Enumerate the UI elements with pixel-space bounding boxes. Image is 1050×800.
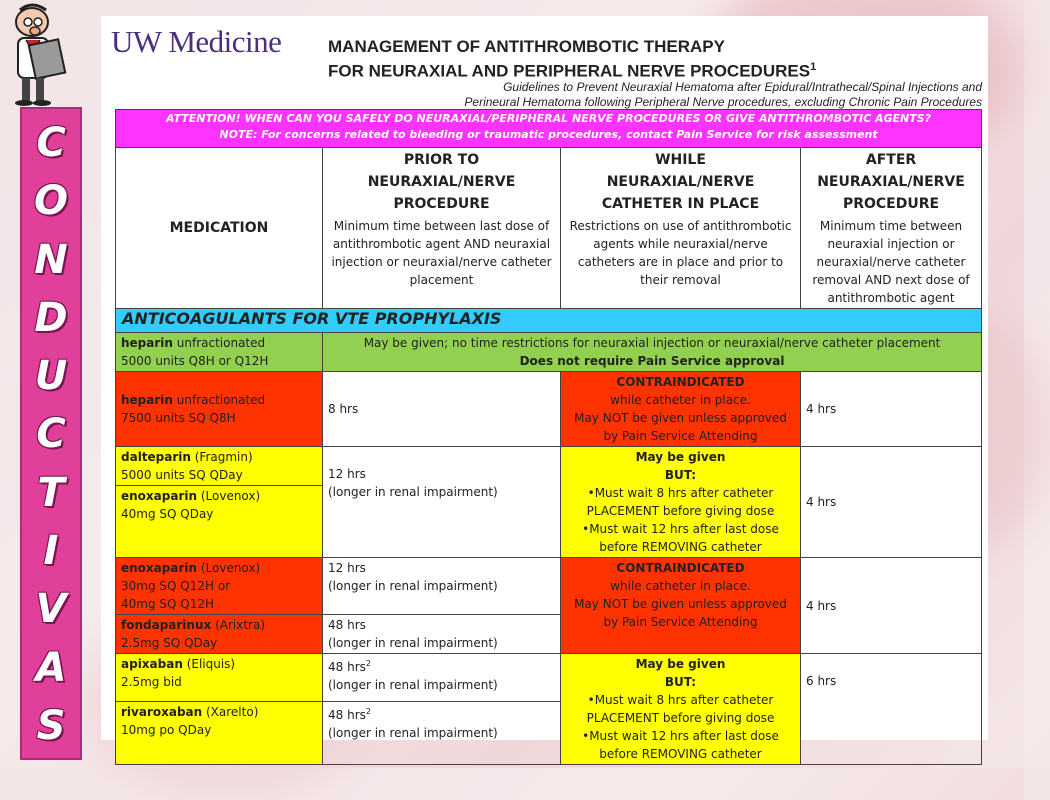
table-row — [116, 654, 982, 702]
drug-cell: apixaban (Eliquis) 2.5mg bid — [116, 654, 323, 702]
side-letter: C — [36, 411, 66, 458]
after-cell: 4 hrs — [801, 372, 982, 447]
prior-cell: 12 hrs (longer in renal impairment) — [323, 558, 561, 615]
drug-cell: rivaroxaban (Xarelto) 10mg po QDay — [116, 702, 323, 765]
prior-cell: 8 hrs — [323, 372, 561, 447]
after-cell: 6 hrs — [801, 654, 982, 765]
drug-cell: heparin unfractionated 5000 units Q8H or Q12H — [116, 333, 323, 372]
prior-cell: 12 hrs (longer in renal impairment) — [323, 447, 561, 558]
mascot-reader-icon — [2, 0, 86, 106]
document-subtitle: Guidelines to Prevent Neuraxial Hematoma after Epidural/Intrathecal/Spinal Injections and Perineural Hematoma following Peripheral Nerve procedures, excluding Chronic Pain Procedures — [464, 80, 982, 109]
side-letter: V — [35, 586, 67, 633]
note-cell: May be given; no time restrictions for neuraxial injection or neuraxial/nerve catheter placement Does not require Pain Service approval — [323, 333, 982, 372]
drug-cell: fondaparinux (Arixtra) 2.5mg SQ QDay — [116, 615, 323, 654]
uw-medicine-logo: UW Medicine — [111, 24, 282, 59]
attention-row — [116, 110, 982, 148]
drug-cell: enoxaparin (Lovenox) 40mg SQ QDay — [116, 486, 323, 558]
attention-line-1: ATTENTION! WHEN CAN YOU SAFELY DO NEURAXIAL/PERIPHERAL NERVE PROCEDURES OR GIVE ANTITHROMBOTIC AGENTS? — [166, 112, 932, 125]
section-title: ANTICOAGULANTS FOR VTE PROPHYLAXIS — [116, 309, 982, 333]
drug-cell: dalteparin (Fragmin) 5000 units SQ QDay — [116, 447, 323, 486]
side-letter: O — [33, 178, 68, 225]
header-medication: MEDICATION — [116, 148, 323, 309]
prior-cell: 48 hrs$^2$ (longer in renal impairment) — [323, 702, 561, 765]
header-while: WHILE NEURAXIAL/NERVE CATHETER IN PLACE Restrictions on use of antithrombotic agents while neuraxial/nerve catheters are in place and prior to their removal — [561, 148, 801, 309]
side-letter: N — [34, 236, 68, 283]
prior-cell: 48 hrs$^2$ (longer in renal impairment) — [323, 654, 561, 702]
while-cell: May be given BUT: •Must wait 8 hrs after catheter PLACEMENT before giving dose •Must wait 12 hrs after last dose before REMOVING catheter — [561, 654, 801, 765]
while-cell: CONTRAINDICATED while catheter in place. May NOT be given unless approved by Pain Service Attending — [561, 558, 801, 654]
side-letter: I — [43, 528, 59, 575]
attention-line-2: NOTE: For concerns related to bleeding or traumatic procedures, contact Pain Service for risk assessment — [219, 128, 878, 141]
header-after: AFTER NEURAXIAL/NERVE PROCEDURE Minimum time between neuraxial injection or neuraxial/nerve catheter removal AND next dose of antithrombotic agent — [801, 148, 982, 309]
document-page — [101, 16, 988, 761]
side-letter: C — [36, 120, 66, 166]
table-row — [116, 558, 982, 615]
while-cell: CONTRAINDICATED while catheter in place. May NOT be given unless approved by Pain Service Attending — [561, 372, 801, 447]
title-line-1: MANAGEMENT OF ANTITHROMBOTIC THERAPY — [328, 37, 725, 56]
side-letter: A — [35, 644, 67, 691]
header-prior: PRIOR TO NEURAXIAL/NERVE PROCEDURE Minimum time between last dose of antithrombotic agent AND neuraxial injection or neuraxial/nerve catheter placement — [323, 148, 561, 309]
section-row — [116, 309, 982, 333]
after-cell: 4 hrs — [801, 558, 982, 654]
title-footnote: 1 — [810, 61, 817, 73]
drug-cell: enoxaparin (Lovenox) 30mg SQ Q12H or 40mg SQ Q12H — [116, 558, 323, 615]
title-line-2: FOR NEURAXIAL AND PERIPHERAL NERVE PROCEDURES$^1$ — [328, 61, 817, 81]
table-row — [116, 333, 982, 372]
while-cell: May be given BUT: •Must wait 8 hrs after catheter PLACEMENT before giving dose •Must wait 12 hrs after last dose before REMOVING catheter — [561, 447, 801, 558]
side-letter: S — [36, 702, 66, 749]
side-letter: D — [34, 294, 68, 341]
table-row — [116, 447, 982, 486]
prior-cell: 48 hrs (longer in renal impairment) — [323, 615, 561, 654]
side-title-banner — [20, 107, 82, 760]
document-title — [328, 36, 978, 82]
after-cell: 4 hrs — [801, 447, 982, 558]
table-row — [116, 372, 982, 447]
drug-cell: heparin unfractionated 7500 units SQ Q8H — [116, 372, 323, 447]
header-row — [116, 148, 982, 309]
side-letter: T — [37, 469, 65, 516]
antithrombotic-table — [115, 109, 982, 765]
side-letter: U — [34, 353, 68, 400]
